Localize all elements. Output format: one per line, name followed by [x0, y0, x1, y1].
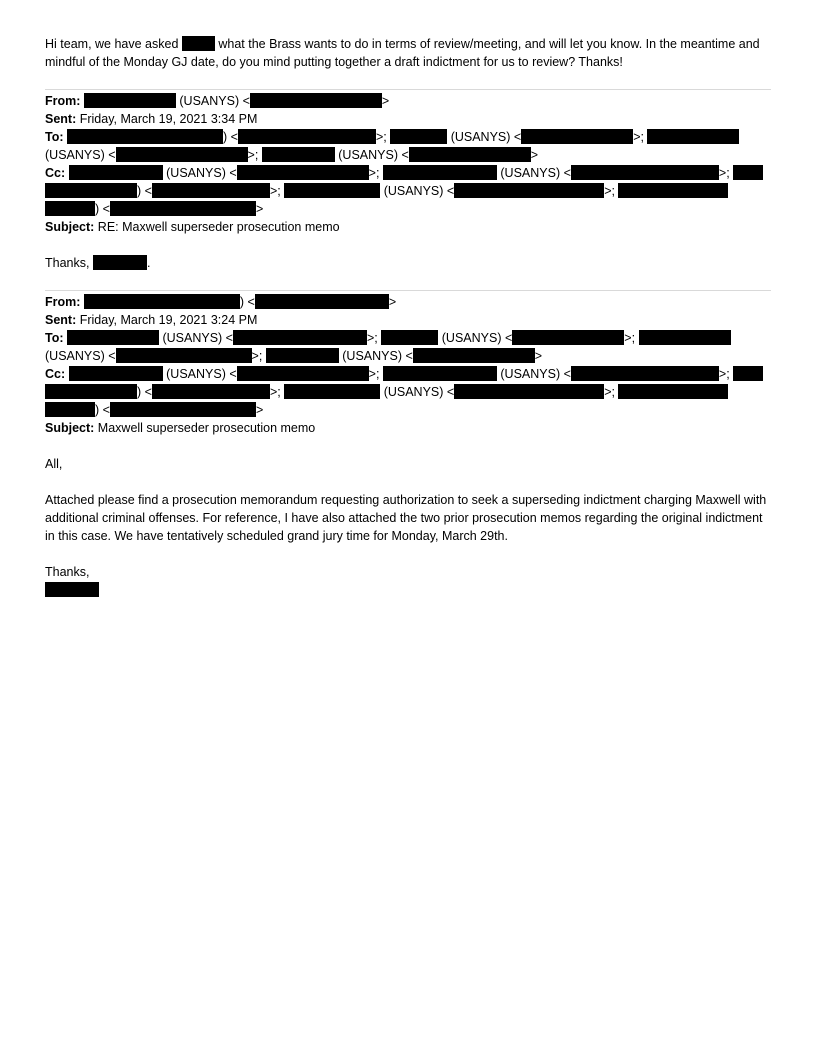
- redaction-block: [110, 402, 256, 417]
- redaction-block: [67, 330, 159, 345]
- to-line: To: ) < >; (USANYS) < >;: [45, 128, 771, 146]
- redaction-block: [413, 348, 535, 363]
- redaction-block: [84, 93, 176, 108]
- to-line-continued: (USANYS) < >; (USANYS) < >: [45, 148, 539, 162]
- redaction-block: [409, 147, 531, 162]
- redaction-block: [618, 183, 728, 198]
- cc-line-continued: ) < >; (USANYS) < >;: [45, 182, 771, 200]
- redaction-block: [266, 348, 339, 363]
- email-2-body: Attached please find a prosecution memorandum requesting authorization to seek a superseding indictment charging Maxwell with additional criminal offenses. For reference, I have also attached the two prior prosecution memos regarding the original indictment in this case. We have tentatively scheduled grand jury time for Monday, March 29th.: [45, 493, 767, 543]
- redaction-block: [618, 384, 728, 399]
- cc-line: Cc: (USANYS) < >; (USANYS) < >;: [45, 164, 771, 182]
- redaction-block: [233, 330, 367, 345]
- redaction-block: [84, 294, 240, 309]
- cc-line-continued: ) < >: [45, 200, 771, 218]
- subject-line: Subject: Maxwell superseder prosecution memo: [45, 421, 316, 435]
- reply-body: Hi team, we have asked what the Brass wants to do in terms of review/meeting, and will let you know. In the meantime and mindful of the Monday GJ date, do you mind putting together a draft indictment for us to review? Thanks!: [45, 37, 760, 69]
- email-2-closing: Thanks,: [45, 565, 90, 579]
- redaction-block: [69, 165, 163, 180]
- redaction-block: [454, 384, 604, 399]
- email-1-body: Thanks, .: [45, 256, 151, 270]
- redaction-block: [116, 348, 252, 363]
- redaction-block: [571, 165, 719, 180]
- subject-line: Subject: RE: Maxwell superseder prosecution memo: [45, 220, 340, 234]
- redaction-block: [381, 330, 438, 345]
- sent-line: Sent: Friday, March 19, 2021 3:24 PM: [45, 313, 258, 327]
- email-1-header: [45, 92, 771, 236]
- redaction-block: [69, 366, 163, 381]
- redaction-block: [45, 384, 137, 399]
- to-line: To: (USANYS) < >; (USANYS) < >;: [45, 329, 771, 347]
- from-line: From: (USANYS) < >: [45, 94, 390, 108]
- redaction-block: [512, 330, 624, 345]
- redaction-block: [238, 129, 376, 144]
- redaction-block: [284, 183, 380, 198]
- redaction-block: [255, 294, 389, 309]
- redaction-block: [250, 93, 382, 108]
- redaction-block: [110, 201, 256, 216]
- cc-line-continued: ) < >: [45, 401, 771, 419]
- redaction-block: [45, 183, 137, 198]
- redaction-block: [93, 255, 147, 270]
- sent-line: Sent: Friday, March 19, 2021 3:34 PM: [45, 112, 258, 126]
- redaction-block: [571, 366, 719, 381]
- redaction-block: [116, 147, 248, 162]
- redaction-block: [647, 129, 739, 144]
- document: [45, 35, 771, 599]
- redaction-block: [284, 384, 380, 399]
- redaction-block: [237, 366, 369, 381]
- redaction-block: [182, 36, 215, 51]
- email-2-greeting: All,: [45, 457, 63, 471]
- redaction-block: [262, 147, 335, 162]
- to-line-continued: (USANYS) < >; (USANYS) < >: [45, 349, 543, 363]
- redaction-block: [45, 402, 95, 417]
- redaction-block: [383, 165, 497, 180]
- cc-line: Cc: (USANYS) < >; (USANYS) < >;: [45, 365, 771, 383]
- redaction-block: [152, 384, 270, 399]
- redaction-block: [45, 582, 99, 597]
- redaction-block: [237, 165, 369, 180]
- from-line: From: ) < >: [45, 295, 397, 309]
- cc-line-continued: ) < >; (USANYS) < >;: [45, 383, 771, 401]
- redaction-block: [45, 201, 95, 216]
- email-2-header: [45, 293, 771, 437]
- redaction-block: [67, 129, 223, 144]
- redaction-block: [521, 129, 633, 144]
- redaction-block: [733, 165, 763, 180]
- redaction-block: [390, 129, 447, 144]
- separator: [45, 89, 771, 90]
- redaction-block: [639, 330, 731, 345]
- separator: [45, 290, 771, 291]
- redaction-block: [152, 183, 270, 198]
- redaction-block: [454, 183, 604, 198]
- redaction-block: [383, 366, 497, 381]
- signature-line: [45, 581, 771, 599]
- redaction-block: [733, 366, 763, 381]
